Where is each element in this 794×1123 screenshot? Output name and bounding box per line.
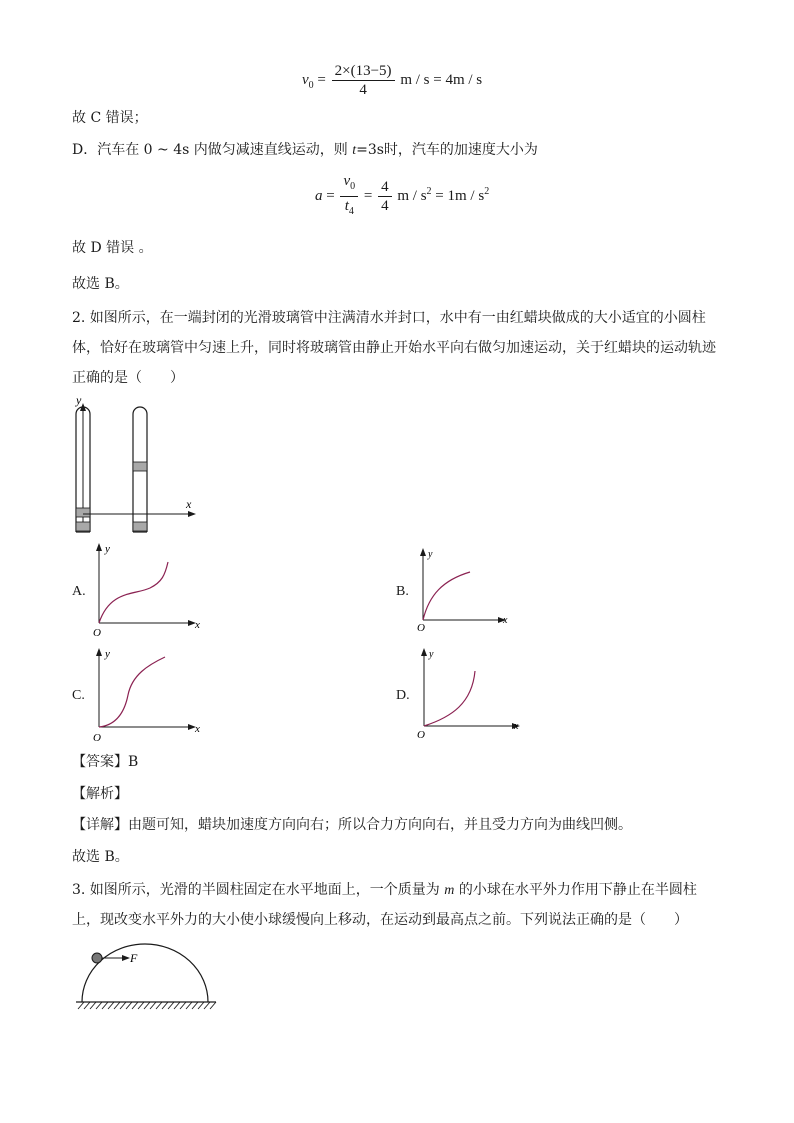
equation-v0: $v_0$ = $\frac{2\times(13-5)}{4}$ m / s = 4m / s	[302, 63, 483, 98]
option-d-origin: O	[417, 729, 425, 740]
option-a-origin: O	[93, 627, 101, 638]
option-d-t: t	[352, 143, 357, 158]
option-c-x-label: x	[195, 723, 200, 735]
eq2-num1: v	[343, 173, 351, 189]
answer-value: B	[128, 754, 139, 770]
eq2-rhs: m / s	[397, 187, 427, 204]
eq2-den1-sub: 4	[348, 206, 354, 217]
eq1-numerator: 2×(13−5)	[332, 62, 395, 81]
detail-line	[72, 815, 632, 835]
option-d-y-label: y	[429, 649, 434, 660]
eq2-rhs2-sup: 2	[484, 185, 490, 197]
equation-a: a = $\frac{v_0}{t_4}$ = $\frac{4}{4}$ $m / s^2 = 1m / s^2$	[315, 172, 489, 221]
option-d-line	[72, 140, 538, 161]
ball	[92, 953, 102, 963]
analysis-label: 【解析】	[72, 786, 128, 802]
force-label: F	[130, 951, 138, 965]
option-d-label[interactable]: D.	[396, 688, 410, 703]
eq1-denominator: 4	[359, 82, 367, 98]
answer-label: 【答案】	[72, 754, 128, 770]
option-c-label[interactable]: C.	[72, 688, 85, 703]
q3-line-1	[72, 880, 697, 901]
q2-line-2: 体，恰好在玻璃管中匀速上升，同时将玻璃管由静止开始水平向右做匀加速运动，关于红蜡块的运动轨迹	[72, 340, 716, 356]
option-d-prefix: D．汽车在 0 ~ 4s 内做匀减速直线运动，则	[72, 142, 353, 158]
right-block-2	[133, 522, 147, 531]
option-d-suffix: =3s时，汽车的加速度大小为	[356, 142, 538, 158]
ground-hatch	[78, 1002, 216, 1009]
eq2-den1: t	[344, 198, 349, 214]
answer-line	[72, 752, 138, 772]
option-d-curve	[424, 671, 475, 726]
option-a-x-label: x	[195, 619, 200, 631]
eq2-lhs: a	[315, 187, 323, 204]
q3-line-1a: 3. 如图所示，光滑的半圆柱固定在水平地面上，一个质量为	[72, 882, 445, 898]
option-a-graph[interactable]	[90, 540, 210, 638]
option-c-y-label: y	[105, 648, 110, 660]
left-block-2	[76, 522, 90, 531]
option-a-curve	[99, 562, 168, 623]
eq2-fraction2	[378, 178, 392, 215]
option-a-label[interactable]: A.	[72, 584, 86, 599]
tube-figure	[70, 392, 210, 542]
eq1-lhs-sub: 0	[308, 79, 314, 91]
detail-label: 【详解】	[72, 817, 128, 833]
option-d-graph[interactable]	[414, 645, 529, 740]
option-b-graph[interactable]	[415, 545, 515, 633]
d-wrong-line: 故 D 错误 。	[72, 240, 153, 256]
eq2-num1-sub: 0	[350, 181, 356, 192]
option-d-x-label: x	[514, 721, 519, 732]
force-arrow-head	[122, 955, 130, 961]
semicircle	[82, 944, 208, 1002]
option-b-x-label: x	[503, 615, 508, 626]
eq1-rhs: m / s = 4m / s	[400, 71, 483, 88]
eq2-num2: 4	[378, 178, 392, 197]
q3-line-1b: 的小球在水平外力作用下静止在半圆柱	[454, 882, 697, 898]
eq2-rhs-sup: 2	[426, 185, 432, 197]
y-axis-label: y	[76, 393, 82, 407]
eq2-fraction1	[340, 172, 358, 221]
option-c-graph[interactable]	[90, 645, 210, 743]
left-block-1	[76, 508, 90, 517]
eq2-rhs2: = 1m / s	[431, 187, 485, 204]
x-axis-arrow	[188, 511, 196, 517]
option-b-y-label: y	[428, 549, 433, 560]
q3-line-2: 上，现改变水平外力的大小使小球缓慢向上移动，在运动到最高点之前。下列说法正确的是（ ）	[72, 912, 688, 928]
option-b-curve	[423, 572, 470, 620]
x-axis-label: x	[186, 497, 192, 511]
right-block-1	[133, 462, 147, 471]
semicylinder-figure	[72, 938, 222, 1014]
option-b-origin: O	[417, 622, 425, 633]
option-a-y-label: y	[105, 543, 110, 555]
option-b-label[interactable]: B.	[396, 584, 409, 599]
eq2-den2: 4	[381, 198, 389, 214]
choose-b-line-2: 故选 B。	[72, 849, 129, 865]
q2-line-3: 正确的是（ ）	[72, 370, 184, 386]
choose-b-line-1: 故选 B。	[72, 276, 129, 292]
eq1-fraction	[332, 62, 395, 99]
option-c-curve	[99, 657, 165, 727]
c-wrong-line: 故 C 错误；	[72, 110, 148, 126]
detail-text: 由题可知，蜡块加速度方向向右；所以合力方向向右，并且受力方向为曲线凹侧。	[128, 817, 632, 833]
q2-line-1: 2. 如图所示，在一端封闭的光滑玻璃管中注满清水并封口，水中有一由红蜡块做成的大小适宜的小圆柱	[72, 310, 706, 326]
option-c-origin: O	[93, 732, 101, 743]
eq1-lhs: v	[302, 71, 309, 88]
q3-m: m	[444, 883, 455, 898]
